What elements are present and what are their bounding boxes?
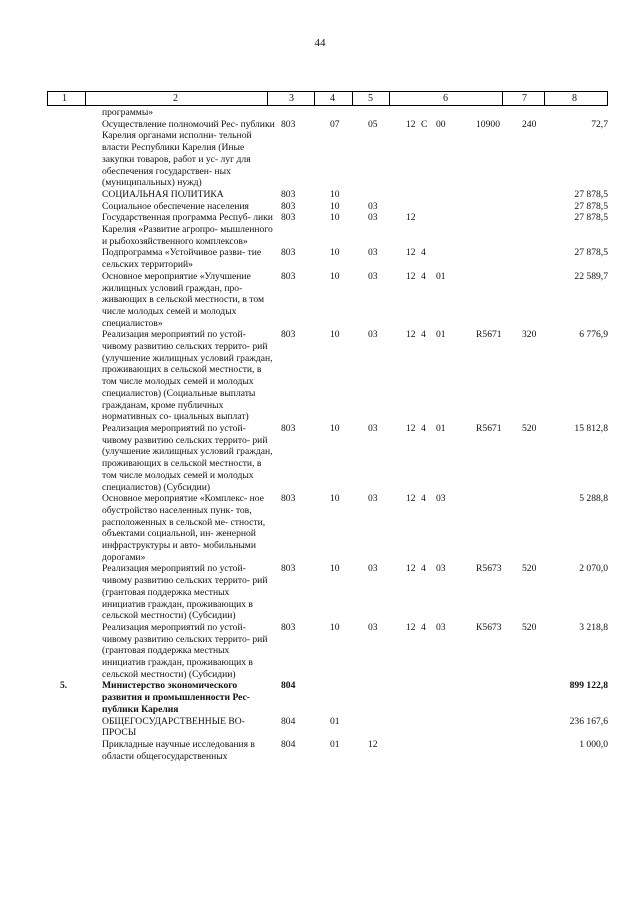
- cell-n: [47, 119, 99, 189]
- cell-s: 10: [330, 493, 340, 505]
- cell-n: [47, 739, 99, 762]
- cell-a: 12: [406, 621, 416, 633]
- cell-name: Социальное обеспечение населения: [102, 200, 249, 212]
- cell-c: 01: [436, 270, 446, 282]
- cell-n: [47, 423, 99, 493]
- cell-s: 10: [330, 188, 340, 200]
- table-row: [47, 329, 608, 423]
- cell-s: 10: [330, 563, 340, 575]
- cell-name: Государственная программа Респуб- лики Карелия «Развитие агропро- мышленного и рыбохозяйственного комплексов»: [102, 212, 273, 247]
- cell-b: [421, 680, 436, 715]
- table-row: [47, 716, 608, 739]
- header-col-1: 1: [62, 93, 67, 104]
- cell-b: [421, 107, 436, 119]
- cell-d: [476, 201, 522, 213]
- cell-a: [406, 189, 421, 201]
- cell-b: [421, 739, 436, 762]
- cell-c: [436, 247, 476, 270]
- table-row: [47, 493, 608, 563]
- table-row: [47, 212, 608, 247]
- cell-sum: 6 776,9: [579, 329, 608, 341]
- cell-n: [47, 271, 99, 330]
- cell-a: [406, 716, 421, 739]
- header-col-2: 2: [173, 93, 178, 104]
- cell-s: 10: [330, 422, 340, 434]
- cell-v: 803: [281, 329, 296, 341]
- cell-s: 07: [330, 118, 340, 130]
- cell-sum: 1 000,0: [579, 738, 608, 750]
- header-col-6: 6: [443, 93, 448, 104]
- cell-name: Осуществление полномочий Рес- публики Карелия органами исполни- тельной власти Республики Карелия (Иные закупки товаров, работ и ус- луг для обеспечения государствен- ных (муниципальных) нужд): [102, 118, 275, 189]
- cell-s: 10: [330, 200, 340, 212]
- cell-vr: [522, 739, 563, 762]
- cell-v: 803: [281, 200, 296, 212]
- cell-n: [47, 329, 99, 423]
- cell-ss: 03: [368, 621, 378, 633]
- cell-vr: 520: [522, 422, 537, 434]
- cell-name: ОБЩЕГОСУДАРСТВЕННЫЕ ВО- ПРОСЫ: [102, 715, 245, 739]
- cell-ss: 03: [368, 493, 378, 505]
- cell-ss: [368, 107, 406, 119]
- cell-c: 03: [436, 621, 446, 633]
- cell-d: [476, 739, 522, 762]
- table-row: [47, 423, 608, 493]
- table-row: [47, 622, 608, 681]
- cell-n: [47, 201, 99, 213]
- cell-c: 03: [436, 493, 446, 505]
- cell-c: 01: [436, 422, 446, 434]
- cell-sum: 236 167,6: [569, 715, 608, 727]
- cell-ss: 03: [368, 247, 378, 259]
- cell-ss: [368, 716, 406, 739]
- cell-ss: 03: [368, 212, 378, 224]
- cell-d: [476, 271, 522, 330]
- cell-v: 803: [281, 188, 296, 200]
- cell-c: 03: [436, 563, 446, 575]
- table-row: [47, 201, 608, 213]
- cell-c: 00: [436, 118, 446, 130]
- cell-n: [47, 563, 99, 622]
- cell-vr: [522, 716, 563, 739]
- cell-v: 803: [281, 212, 296, 224]
- cell-c: [436, 739, 476, 762]
- cell-s: [330, 680, 368, 715]
- cell-sum: 27 878,5: [574, 247, 608, 259]
- cell-s: 01: [330, 738, 340, 750]
- cell-vr: [522, 247, 563, 270]
- cell-v: 803: [281, 270, 296, 282]
- cell-b: [421, 212, 436, 247]
- cell-b: С: [421, 118, 428, 130]
- cell-d: [476, 716, 522, 739]
- cell-c: [436, 107, 476, 119]
- cell-sum: [563, 107, 608, 119]
- cell-vr: 320: [522, 329, 537, 341]
- cell-name: программы»: [102, 107, 154, 118]
- cell-ss: [368, 189, 406, 201]
- cell-v: 804: [281, 738, 296, 750]
- cell-d: [476, 189, 522, 201]
- cell-d: 10900: [476, 118, 500, 130]
- cell-name: Основное мероприятие «Улучшение жилищных условий граждан, про- живающих в сельской местности, в том числе молодых семей и молодых специалистов»: [102, 270, 265, 329]
- table-row: [47, 739, 608, 762]
- cell-c: [436, 189, 476, 201]
- table-row: [47, 247, 608, 270]
- header-col-4: 4: [330, 93, 335, 104]
- cell-s: 10: [330, 247, 340, 259]
- cell-v: [281, 107, 330, 119]
- cell-name: Реализация мероприятий по устой- чивому развитию сельских террито- рий (улучшение жилищных условий граждан, проживающих в сельской местности, в том числе молодых семей и молодых специалистов) (Социальные выплаты гражданам, кроме публичных нормативных со- циальных выплат): [102, 329, 273, 423]
- cell-a: 12: [406, 563, 416, 575]
- cell-b: 4: [421, 270, 426, 282]
- table-row: [47, 189, 608, 201]
- cell-ss: 05: [368, 118, 378, 130]
- cell-s: 10: [330, 329, 340, 341]
- cell-name: Основное мероприятие «Комплекс- ное обустройство населенных пунк- тов, расположенных в сельской ме- стности, объектами социальной, ин- женерной инфраструктуры и авто- мобильными дорогами»: [102, 493, 266, 563]
- cell-vr: [522, 271, 563, 330]
- cell-name: Реализация мероприятий по устой- чивому развитию сельских террито- рий (улучшение жилищных условий граждан, проживающих в сельской местности, в том числе молодых семей и молодых специалистов) (Субсидии): [102, 422, 273, 493]
- cell-sum: 3 218,8: [579, 621, 608, 633]
- cell-ss: 03: [368, 200, 378, 212]
- cell-v: 803: [281, 247, 296, 259]
- cell-vr: [522, 189, 563, 201]
- cell-a: [406, 739, 421, 762]
- cell-v: 804: [281, 715, 296, 727]
- cell-vr: [522, 107, 563, 119]
- table-row: [47, 563, 608, 622]
- table-row: [47, 107, 608, 119]
- cell-sum: 15 812,8: [574, 422, 608, 434]
- cell-v: 803: [281, 493, 296, 505]
- cell-sum: 27 878,5: [574, 188, 608, 200]
- cell-sum: 22 589,7: [574, 270, 608, 282]
- cell-n: [47, 189, 99, 201]
- cell-n: [47, 107, 99, 119]
- cell-sum: 27 878,5: [574, 200, 608, 212]
- cell-sum: 2 070,0: [579, 563, 608, 575]
- cell-name: Подпрограмма «Устойчивое разви- тие сельских территорий»: [102, 247, 262, 271]
- cell-v: 803: [281, 118, 296, 130]
- cell-b: [421, 201, 436, 213]
- cell-v: 803: [281, 422, 296, 434]
- cell-name: СОЦИАЛЬНАЯ ПОЛИТИКА: [102, 188, 224, 200]
- cell-d: К5673: [476, 621, 502, 633]
- cell-c: 01: [436, 329, 446, 341]
- cell-n: [47, 212, 99, 247]
- cell-d: [476, 107, 522, 119]
- cell-a: [406, 680, 421, 715]
- cell-sum: 5 288,8: [579, 493, 608, 505]
- table-header: [47, 91, 608, 106]
- cell-s: 10: [330, 270, 340, 282]
- cell-name: Реализация мероприятий по устой- чивому развитию сельских террито- рий (грантовая поддержка местных инициатив граждан, проживающих в сельской местности) (Субсидии): [102, 563, 268, 622]
- cell-d: [476, 212, 522, 247]
- cell-name: Министерство экономического развития и промышленности Рес- публики Карелия: [102, 680, 251, 715]
- cell-ss: 03: [368, 422, 378, 434]
- cell-c: [436, 680, 476, 715]
- cell-a: 12: [406, 329, 416, 341]
- cell-v: 803: [281, 621, 296, 633]
- cell-s: 01: [330, 715, 340, 727]
- cell-ss: 03: [368, 270, 378, 282]
- cell-a: [406, 107, 421, 119]
- cell-d: [476, 680, 522, 715]
- table-row: [47, 271, 608, 330]
- cell-b: 4: [421, 493, 426, 505]
- cell-c: [436, 201, 476, 213]
- cell-c: [436, 212, 476, 247]
- cell-b: 4: [421, 621, 426, 633]
- cell-v: 804: [281, 680, 296, 692]
- cell-a: 12: [406, 118, 416, 130]
- cell-d: R5671: [476, 329, 502, 341]
- cell-d: [476, 247, 522, 270]
- header-col-3: 3: [289, 93, 294, 104]
- cell-n: [47, 622, 99, 681]
- cell-v: 803: [281, 563, 296, 575]
- cell-name: Прикладные научные исследования в области общегосударственных: [102, 738, 255, 762]
- cell-vr: 520: [522, 563, 537, 575]
- cell-vr: [522, 680, 563, 715]
- cell-a: 12: [406, 270, 416, 282]
- cell-a: 12: [406, 212, 416, 224]
- cell-ss: 12: [368, 738, 378, 750]
- cell-ss: [368, 680, 406, 715]
- cell-c: [436, 716, 476, 739]
- cell-d: R5673: [476, 563, 502, 575]
- cell-sum: 27 878,5: [574, 212, 608, 224]
- cell-vr: [522, 212, 563, 247]
- cell-vr: 240: [522, 118, 537, 130]
- cell-b: [421, 189, 436, 201]
- cell-s: 10: [330, 212, 340, 224]
- cell-vr: [522, 201, 563, 213]
- cell-a: 12: [406, 493, 416, 505]
- cell-name: Реализация мероприятий по устой- чивому развитию сельских террито- рий (грантовая поддержка местных инициатив граждан, проживающих в сельской местности) (Субсидии): [102, 621, 268, 680]
- cell-b: 4: [421, 422, 426, 434]
- cell-d: [476, 493, 522, 563]
- cell-vr: [522, 493, 563, 563]
- page-number: 44: [314, 37, 326, 49]
- cell-b: 4: [421, 247, 426, 259]
- cell-a: [406, 201, 421, 213]
- header-col-7: 7: [522, 93, 527, 104]
- table-row: [47, 680, 608, 715]
- cell-d: R5671: [476, 422, 502, 434]
- cell-n: [47, 493, 99, 563]
- cell-a: 12: [406, 247, 416, 259]
- cell-n: 5.: [60, 680, 68, 692]
- cell-a: 12: [406, 422, 416, 434]
- budget-table: [47, 107, 608, 762]
- cell-ss: 03: [368, 329, 378, 341]
- cell-b: 4: [421, 329, 426, 341]
- cell-s: 10: [330, 621, 340, 633]
- table-row: [47, 119, 608, 189]
- cell-b: [421, 716, 436, 739]
- header-col-5: 5: [368, 93, 373, 104]
- cell-n: [47, 716, 99, 739]
- cell-sum: 72,7: [591, 118, 608, 130]
- cell-n: [47, 247, 99, 270]
- cell-vr: 520: [522, 621, 537, 633]
- header-col-8: 8: [572, 93, 577, 104]
- cell-s: [330, 107, 368, 119]
- cell-ss: 03: [368, 563, 378, 575]
- cell-sum: 899 122,8: [569, 680, 608, 692]
- cell-b: 4: [421, 563, 426, 575]
